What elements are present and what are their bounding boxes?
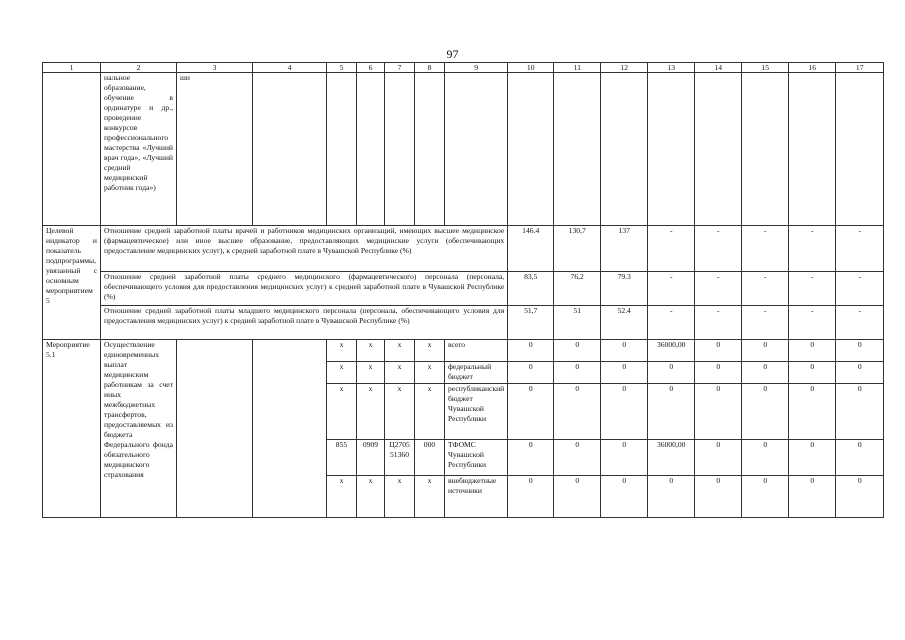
value-cell: 36000,00 bbox=[648, 440, 695, 476]
code-cell: x bbox=[327, 362, 357, 384]
value-cell: 0 bbox=[554, 440, 601, 476]
indicator-row bbox=[43, 306, 884, 340]
col-header: 14 bbox=[695, 63, 742, 73]
value-cell: - bbox=[836, 306, 884, 340]
value-cell: 0 bbox=[601, 362, 648, 384]
indicator-text: Отношение средней заработной платы среднего медицинского (фармацевтического) персонала (персонала, обеспечивающего условия для предоставления медицинских услуг) к средней заработной плате в Чувашской Республике (%) bbox=[101, 272, 508, 306]
col-header: 10 bbox=[508, 63, 554, 73]
col-header: 6 bbox=[357, 63, 385, 73]
value-cell: 0 bbox=[508, 362, 554, 384]
value-cell: 36000,00 bbox=[648, 340, 695, 362]
value-cell: 0 bbox=[554, 384, 601, 440]
value-cell: 0 bbox=[508, 340, 554, 362]
col-header: 13 bbox=[648, 63, 695, 73]
value-cell: 0 bbox=[836, 362, 884, 384]
value-cell: 0 bbox=[789, 384, 836, 440]
indicator-row bbox=[43, 272, 884, 306]
value-cell: 0 bbox=[508, 476, 554, 518]
event-row bbox=[43, 340, 884, 362]
funding-source: ТФОМС Чувашской Республики bbox=[445, 440, 508, 476]
code-cell: x bbox=[385, 362, 415, 384]
value-cell: 0 bbox=[742, 384, 789, 440]
value-cell: 0 bbox=[789, 362, 836, 384]
value-cell: - bbox=[695, 306, 742, 340]
col-header: 12 bbox=[601, 63, 648, 73]
value-cell: 0 bbox=[789, 340, 836, 362]
col-header: 17 bbox=[836, 63, 884, 73]
value-cell: 0 bbox=[601, 476, 648, 518]
continuation-col3: ши bbox=[177, 73, 253, 226]
value-cell: - bbox=[695, 272, 742, 306]
value-cell: - bbox=[742, 306, 789, 340]
event-description: Осуществление единовременных выплат медицинским работникам за счет иных межбюджетных трансфертов, предоставляемых из бюджета Федерального фонда обязательного медицинского страхования bbox=[101, 340, 177, 518]
code-cell: x bbox=[357, 476, 385, 518]
value-cell: 0 bbox=[836, 440, 884, 476]
col-header: 3 bbox=[177, 63, 253, 73]
value-cell: 146.4 bbox=[508, 226, 554, 272]
code-cell: x bbox=[357, 340, 385, 362]
code-cell: x bbox=[385, 384, 415, 440]
code-cell: x bbox=[415, 476, 445, 518]
value-cell: 52.4 bbox=[601, 306, 648, 340]
col-header: 1 bbox=[43, 63, 101, 73]
value-cell: 0 bbox=[508, 440, 554, 476]
value-cell: 0 bbox=[742, 362, 789, 384]
col-header: 7 bbox=[385, 63, 415, 73]
indicator-row bbox=[43, 226, 884, 272]
value-cell: 0 bbox=[695, 362, 742, 384]
value-cell: 0 bbox=[836, 384, 884, 440]
value-cell: 83,5 bbox=[508, 272, 554, 306]
value-cell: 51,7 bbox=[508, 306, 554, 340]
value-cell: 0 bbox=[789, 440, 836, 476]
value-cell: - bbox=[648, 226, 695, 272]
value-cell: 0 bbox=[742, 476, 789, 518]
code-cell: 000 bbox=[415, 440, 445, 476]
value-cell: - bbox=[742, 272, 789, 306]
indicator-text: Отношение средней заработной платы младшего медицинского персонала (персонала, обеспечивающего условия для предоставления медицинских услуг) к средней заработной плате в Чувашской Республике (%) bbox=[101, 306, 508, 340]
funding-source: внебюджетные источники bbox=[445, 476, 508, 518]
value-cell: - bbox=[789, 272, 836, 306]
value-cell: - bbox=[695, 226, 742, 272]
value-cell: 0 bbox=[508, 384, 554, 440]
code-cell: x bbox=[415, 362, 445, 384]
value-cell: - bbox=[789, 226, 836, 272]
code-cell: x bbox=[385, 476, 415, 518]
value-cell: 0 bbox=[601, 384, 648, 440]
col-header: 5 bbox=[327, 63, 357, 73]
value-cell: - bbox=[648, 272, 695, 306]
page-number: 97 bbox=[446, 47, 459, 61]
value-cell: - bbox=[836, 272, 884, 306]
code-cell: x bbox=[415, 384, 445, 440]
budget-table bbox=[42, 62, 884, 518]
continuation-row bbox=[43, 73, 884, 226]
value-cell: 0 bbox=[554, 362, 601, 384]
continuation-text: нальное образование, обучение в ординатуре и др., проведение конкурсов профессионального мастерства «Лучший врач года», «Лучший средний медицинский работник года») bbox=[101, 73, 177, 226]
value-cell: 0 bbox=[742, 440, 789, 476]
value-cell: 0 bbox=[695, 440, 742, 476]
value-cell: 0 bbox=[695, 384, 742, 440]
code-cell: x bbox=[415, 340, 445, 362]
value-cell: 0 bbox=[648, 362, 695, 384]
value-cell: - bbox=[789, 306, 836, 340]
value-cell: 0 bbox=[601, 440, 648, 476]
code-cell: x bbox=[357, 362, 385, 384]
value-cell: 51 bbox=[554, 306, 601, 340]
header-row bbox=[43, 63, 884, 73]
funding-source: всего bbox=[445, 340, 508, 362]
code-cell: x bbox=[327, 340, 357, 362]
value-cell: - bbox=[836, 226, 884, 272]
col-header: 4 bbox=[253, 63, 327, 73]
value-cell: 0 bbox=[554, 476, 601, 518]
event-label: Мероприятие 5.1 bbox=[43, 340, 101, 518]
code-cell: 855 bbox=[327, 440, 357, 476]
value-cell: 0 bbox=[695, 340, 742, 362]
value-cell: 0 bbox=[836, 476, 884, 518]
code-cell: x bbox=[327, 476, 357, 518]
value-cell: 0 bbox=[648, 384, 695, 440]
value-cell: 0 bbox=[648, 476, 695, 518]
col-header: 11 bbox=[554, 63, 601, 73]
value-cell: 76,2 bbox=[554, 272, 601, 306]
value-cell: 79.3 bbox=[601, 272, 648, 306]
code-cell: x bbox=[357, 384, 385, 440]
value-cell: 0 bbox=[601, 340, 648, 362]
value-cell: 0 bbox=[742, 340, 789, 362]
value-cell: - bbox=[742, 226, 789, 272]
code-cell: x bbox=[385, 340, 415, 362]
col-header: 9 bbox=[445, 63, 508, 73]
code-cell: x bbox=[327, 384, 357, 440]
funding-source: республиканский бюджет Чувашской Республики bbox=[445, 384, 508, 440]
value-cell: 0 bbox=[554, 340, 601, 362]
indicator-text: Отношение средней заработной платы врачей и работников медицинских организаций, имеющих высшее медицинское (фармацевтическое) или иное высшее образование, предоставляющих медицинские услуги (обеспечивающих предоставление медицинских услуг), к средней заработной плате в Чувашской Республике (%) bbox=[101, 226, 508, 272]
col-header: 2 bbox=[101, 63, 177, 73]
value-cell: 0 bbox=[695, 476, 742, 518]
value-cell: 130,7 bbox=[554, 226, 601, 272]
value-cell: 0 bbox=[836, 340, 884, 362]
code-cell: 0909 bbox=[357, 440, 385, 476]
code-cell: Ц2705 51360 bbox=[385, 440, 415, 476]
col-header: 8 bbox=[415, 63, 445, 73]
col-header: 16 bbox=[789, 63, 836, 73]
funding-source: федеральный бюджет bbox=[445, 362, 508, 384]
value-cell: 0 bbox=[789, 476, 836, 518]
target-indicator-label: Целевой индикатор и показатель подпрограммы, увязанный с основным мероприятием 5 bbox=[43, 226, 101, 340]
value-cell: - bbox=[648, 306, 695, 340]
col-header: 15 bbox=[742, 63, 789, 73]
value-cell: 137 bbox=[601, 226, 648, 272]
